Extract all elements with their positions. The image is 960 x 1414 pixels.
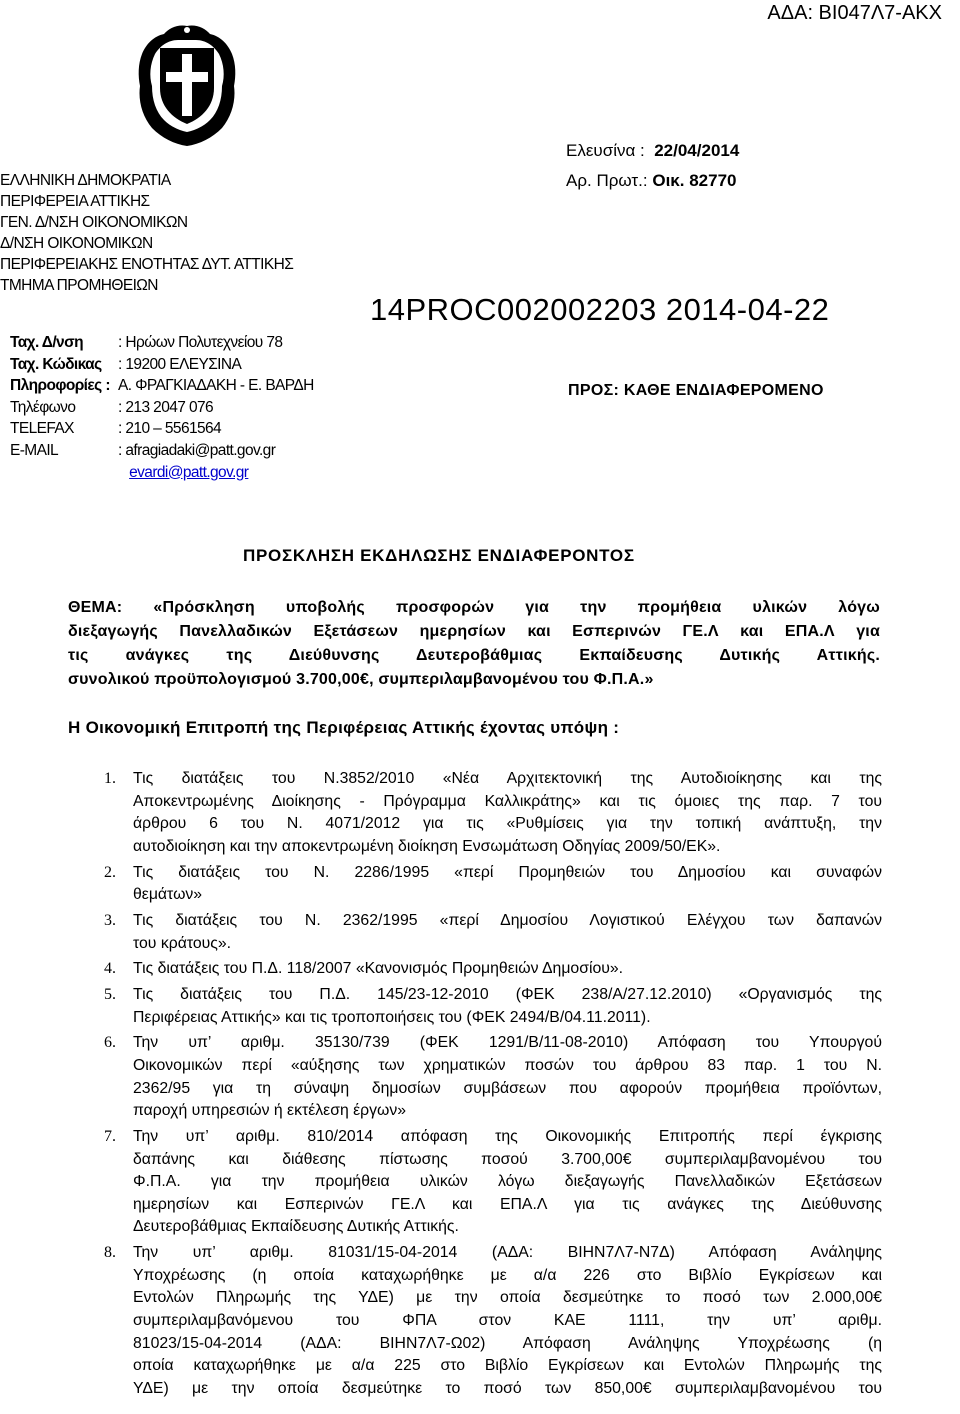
list-item-line: δαπάνης και διάθεσης πίστωσης ποσού 3.700,00€ συμπεριλαμβανομένου του [133, 1150, 882, 1168]
address-label: Ταχ. Δ/νση [10, 334, 83, 351]
email-link-evardi[interactable]: evardi@patt.gov.gr [129, 463, 249, 481]
ada-code: ΑΔΑ: ΒΙ047Λ7-ΑΚΧ [767, 2, 942, 24]
list-item-line: Την υπ’ αριθμ. 81031/15-04-2014 (ΑΔΑ: ΒΙΗΝ7Λ7-Ν7Δ) Απόφαση Ανάληψης [133, 1244, 882, 1262]
date-value: 22/04/2014 [654, 141, 740, 160]
list-item-line: Δευτεροβάθμιας Εκπαίδευσης Δυτικής Αττικής. [133, 1218, 459, 1236]
header-line: ΕΛΛΗΝΙΚΗ ΔΗΜΟΚΡΑΤΙΑ [0, 172, 171, 189]
list-item-line: άρθρου 6 του Ν. 4071/2012 για τις «Ρυθμίσεις για την τοπική ανάπτυξη, την [133, 815, 882, 833]
list-item-line: Φ.Π.Α. για την προμήθεια υλικών λόγω διεξαγωγής Πανελλαδικών Εξετάσεων [133, 1173, 882, 1191]
recipient-line: ΠΡΟΣ: ΚΑΘΕ ΕΝΔΙΑΦΕΡΟΜΕΝΟ [568, 382, 824, 399]
list-item-number: 1. [104, 770, 116, 787]
list-item [104, 1032, 882, 1122]
email-label: E-MAIL [10, 441, 59, 459]
greek-emblem-icon [132, 20, 242, 148]
info-value: Α. ΦΡΑΓΚΙΑΔΑΚΗ - Ε. ΒΑΡΔΗ [118, 377, 314, 395]
document-heading: ΠΡΟΣΚΛΗΣΗ ΕΚΔΗΛΩΣΗΣ ΕΝΔΙΑΦΕΡΟΝΤΟΣ [243, 546, 635, 565]
list-item [104, 1126, 882, 1239]
email-value[interactable]: : afragiadaki@patt.gov.gr [118, 441, 276, 459]
header-line: ΠΕΡΙΦΕΡΕΙΑΚΗΣ ΕΝΟΤΗΤΑΣ ΔΥΤ. ΑΤΤΙΚΗΣ [0, 256, 294, 273]
list-item-line: 2362/95 για τη σύναψη δημοσίων συμβάσεων που αφορούν προμήθεια προϊόντων, [133, 1079, 882, 1097]
info-label: Πληροφορίες : [10, 377, 110, 395]
fax-label: TELEFAX [10, 420, 74, 438]
considerations-list [104, 768, 882, 1404]
list-item-line: ΥΔΕ) με την οποία δεσμεύτηκε το ποσό των 850,00€ συμπεριλαμβανομένου του [133, 1379, 882, 1397]
list-item-line: του κράτους». [133, 934, 232, 952]
subject-paragraph [68, 596, 880, 692]
list-item [104, 984, 882, 1029]
list-item-line: Τις διατάξεις του Π.Δ. 145/23-12-2010 (ΦΕΚ 238/Α/27.12.2010) «Οργανισμός της [133, 986, 882, 1004]
list-item-number: 3. [104, 911, 116, 929]
list-item-line: αυτοδιοίκηση και την αποκεντρωμένη διοίκηση Ενσωμάτωση Οδηγίας 2009/50/ΕΚ». [133, 837, 721, 855]
subject-line: συνολικού προϋπολογισμού 3.700,00€, συμπεριλαμβανομένου του Φ.Π.Α.» [68, 671, 654, 688]
list-item-number: 5. [104, 986, 116, 1004]
list-item [104, 1242, 882, 1400]
phone-value: : 213 2047 076 [118, 398, 214, 416]
list-item-line: Τις διατάξεις του Ν. 2362/1995 «περί Δημοσίου Λογιστικού Ελέγχου των δαπανών [133, 911, 882, 929]
subject-line: ΘΕΜΑ: «Πρόσκληση υποβολής προσφορών για την προμήθεια υλικών λόγω [68, 599, 880, 616]
list-item-line: Τις διατάξεις του Ν.3852/2010 «Νέα Αρχιτεκτονική της Αυτοδιοίκησης και της [133, 770, 882, 787]
list-item-number: 7. [104, 1128, 116, 1146]
subject-line: τις ανάγκες της Διεύθυνσης Δευτεροβάθμιας Εκπαίδευσης Δυτικής Αττικής. [68, 647, 880, 664]
issuer-header [0, 170, 293, 296]
list-item [104, 768, 882, 858]
committee-line: Η Οικονομική Επιτροπή της Περιφέρειας Αττικής έχοντας υπόψη : [68, 718, 620, 737]
fax-value: : 210 – 5561564 [118, 420, 222, 438]
list-item-line: 81023/15-04-2014 (ΑΔΑ: ΒΙΗΝ7Λ7-Ω02) Απόφαση Ανάληψης Υποχρέωσης (η [133, 1334, 882, 1352]
list-item-line: συμπεριλαμβανόμενου του ΦΠΑ στον ΚΑΕ 1111, την υπ’ αριθμ. [133, 1311, 882, 1329]
list-item-line: Τις διατάξεις του Π.Δ. 118/2007 «Κανονισμός Προμηθειών Δημοσίου». [133, 960, 624, 978]
postcode-value: : 19200 ΕΛΕΥΣΙΝΑ [118, 355, 242, 373]
contact-block [10, 332, 314, 483]
list-item-number: 6. [104, 1034, 116, 1052]
proc-code: 14PROC002002203 2014-04-22 [370, 292, 830, 327]
phone-label: Τηλέφωνο [10, 398, 76, 416]
list-item-number: 8. [104, 1244, 116, 1262]
list-item-line: Υποχρέωσης (η οποία καταχωρήθηκε με α/α 226 στο Βιβλίο Εγκρίσεων και [133, 1266, 882, 1284]
list-item-line: οποία καταχωρήθηκε με α/α 225 στο Βιβλίο Εγκρίσεων και Εντολών Πληρωμής της [133, 1357, 882, 1375]
list-item [104, 958, 882, 981]
header-line: ΠΕΡΙΦΕΡΕΙΑ ΑΤΤΙΚΗΣ [0, 193, 150, 210]
list-item [104, 910, 882, 955]
list-item-line: Αποκεντρωμένης Διοίκησης - Πρόγραμμα Καλλικράτης» και τις όμοιες της παρ. 7 του [133, 792, 882, 810]
subject-line: διεξαγωγής Πανελλαδικών Εξετάσεων ημερησίων και Εσπερινών ΓΕ.Λ και ΕΠΑ.Λ για [68, 623, 880, 640]
protocol-label: Αρ. Πρωτ.: [566, 171, 648, 190]
list-item-line: Τις διατάξεις του Ν. 2286/1995 «περί Προμηθειών του Δημοσίου και συναφών [133, 863, 882, 881]
list-item-line: Περιφέρειας Αττικής» και τις τροποποιήσεις του (ΦΕΚ 2494/Β/04.11.2011). [133, 1008, 651, 1026]
list-item-line: ημερησίων και Εσπερινών ΓΕ.Λ και ΕΠΑ.Λ για τις ανάγκες της Διεύθυνσης [133, 1195, 882, 1213]
list-item-line: Οικονομικών περί «αύξησης των χρηματικών ποσών του άρθρου 83 παρ. 1 του Ν. [133, 1057, 882, 1075]
list-item-line: παροχή υπηρεσιών ή εκτέλεση έργων» [133, 1102, 407, 1120]
list-item-number: 4. [104, 960, 116, 978]
address-value: : Ηρώων Πολυτεχνείου 78 [118, 334, 283, 351]
date-protocol-block [566, 136, 739, 196]
header-line: ΓΕΝ. Δ/ΝΣΗ ΟΙΚΟΝΟΜΙΚΩΝ [0, 214, 188, 231]
protocol-value: Οικ. 82770 [652, 171, 737, 190]
list-item-line: Την υπ’ αριθμ. 810/2014 απόφαση της Οικονομικής Επιτροπής περί έγκρισης [133, 1128, 882, 1146]
list-item [104, 862, 882, 907]
date-label: Ελευσίνα : [566, 141, 645, 160]
postcode-label: Ταχ. Κώδικας [10, 355, 102, 373]
header-line: ΤΜΗΜΑ ΠΡΟΜΗΘΕΙΩΝ [0, 277, 158, 294]
header-line: Δ/ΝΣΗ ΟΙΚΟΝΟΜΙΚΩΝ [0, 235, 153, 252]
list-item-line: Την υπ’ αριθμ. 35130/739 (ΦΕΚ 1291/Β/11-08-2010) Απόφαση του Υπουργού [133, 1034, 882, 1052]
list-item-line: Εντολών Πληρωμής της ΥΔΕ) με την οποία δεσμεύτηκε το ποσό των 2.000,00€ [133, 1289, 882, 1307]
list-item-number: 2. [104, 863, 116, 881]
list-item-line: θεμάτων» [133, 886, 203, 904]
